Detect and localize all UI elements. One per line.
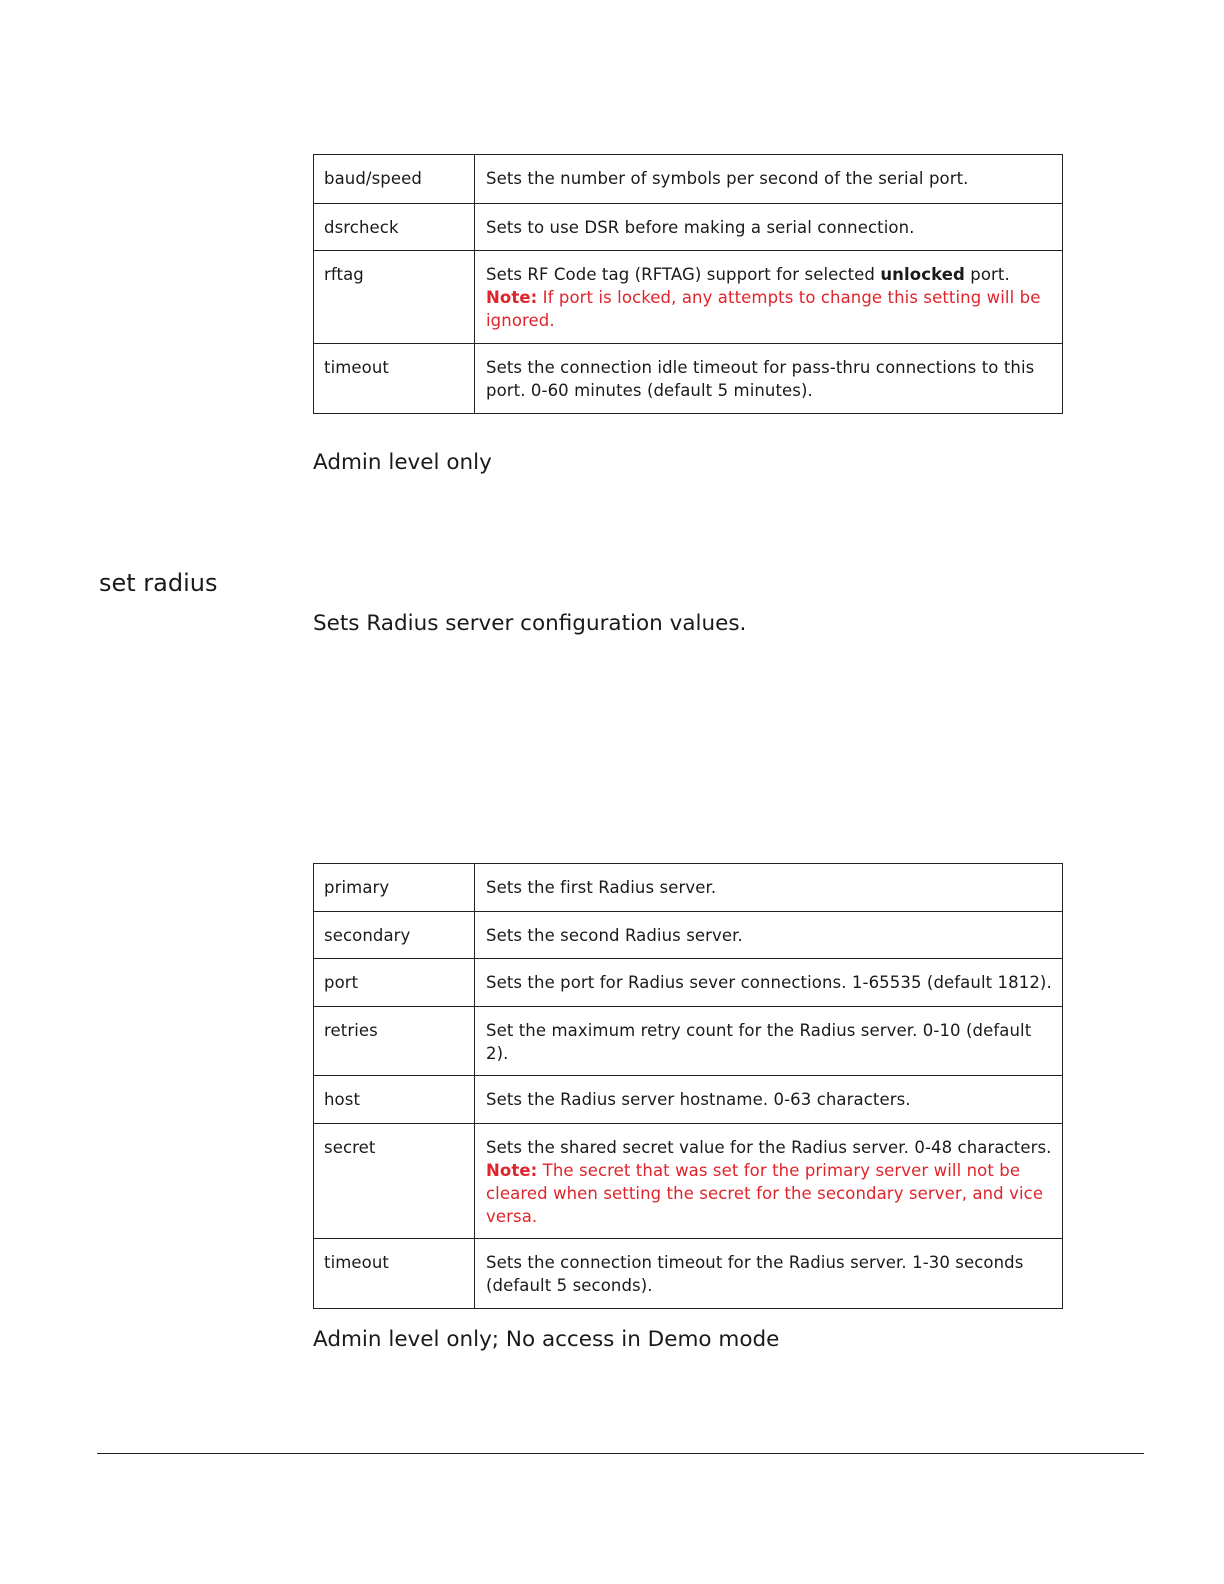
note-text [486,1159,1052,1228]
table-row [314,1124,1063,1239]
param-description [475,251,1063,344]
table-row [314,155,1063,204]
port-access-level: Admin level only [313,450,492,475]
param-description [475,1124,1063,1239]
note-text [486,286,1052,332]
table-row [314,959,1063,1007]
param-description: Sets the port for Radius sever connections. 1-65535 (default 1812). [475,959,1063,1007]
port-parameter-table [313,154,1063,414]
param-description: Sets the first Radius server. [475,864,1063,912]
param-name: dsrcheck [314,204,475,251]
param-name: port [314,959,475,1007]
param-description: Sets the connection timeout for the Radius server. 1-30 seconds (default 5 seconds). [475,1239,1063,1309]
param-name: host [314,1076,475,1124]
param-description: Sets the connection idle timeout for pass-thru connections to this port. 0-60 minutes (default 5 minutes). [475,344,1063,414]
note-body: If port is locked, any attempts to change this setting will be ignored. [486,288,1041,330]
footer-divider [97,1453,1144,1454]
desc-bold-text: unlocked [880,265,965,284]
radius-access-level: Admin level only; No access in Demo mode [313,1327,780,1352]
param-name: rftag [314,251,475,344]
param-description: Sets the second Radius server. [475,912,1063,959]
param-description: Sets the number of symbols per second of the serial port. [475,155,1063,204]
param-description: Set the maximum retry count for the Radius server. 0-10 (default 2). [475,1007,1063,1076]
desc-text: Sets the shared secret value for the Radius server. 0-48 characters. [486,1138,1052,1157]
radius-parameter-table [313,863,1063,1309]
table-row [314,1239,1063,1309]
desc-text: Sets RF Code tag (RFTAG) support for selected [486,265,881,284]
param-name: secondary [314,912,475,959]
param-name: baud/speed [314,155,475,204]
param-name: retries [314,1007,475,1076]
param-description: Sets to use DSR before making a serial connection. [475,204,1063,251]
desc-text: port. [964,265,1010,284]
param-name: timeout [314,344,475,414]
section-description: Sets Radius server configuration values. [313,611,747,636]
table-row [314,864,1063,912]
section-heading: set radius [99,569,218,597]
note-label: Note: [486,288,538,307]
table-row [314,1076,1063,1124]
table-row [314,344,1063,414]
note-body: The secret that was set for the primary server will not be cleared when setting the secret for the secondary server, and vice versa. [486,1161,1044,1226]
table-row [314,204,1063,251]
param-name: primary [314,864,475,912]
table-row [314,251,1063,344]
param-description: Sets the Radius server hostname. 0-63 characters. [475,1076,1063,1124]
param-name: secret [314,1124,475,1239]
param-name: timeout [314,1239,475,1309]
note-label: Note: [486,1161,538,1180]
table-row [314,1007,1063,1076]
table-row [314,912,1063,959]
